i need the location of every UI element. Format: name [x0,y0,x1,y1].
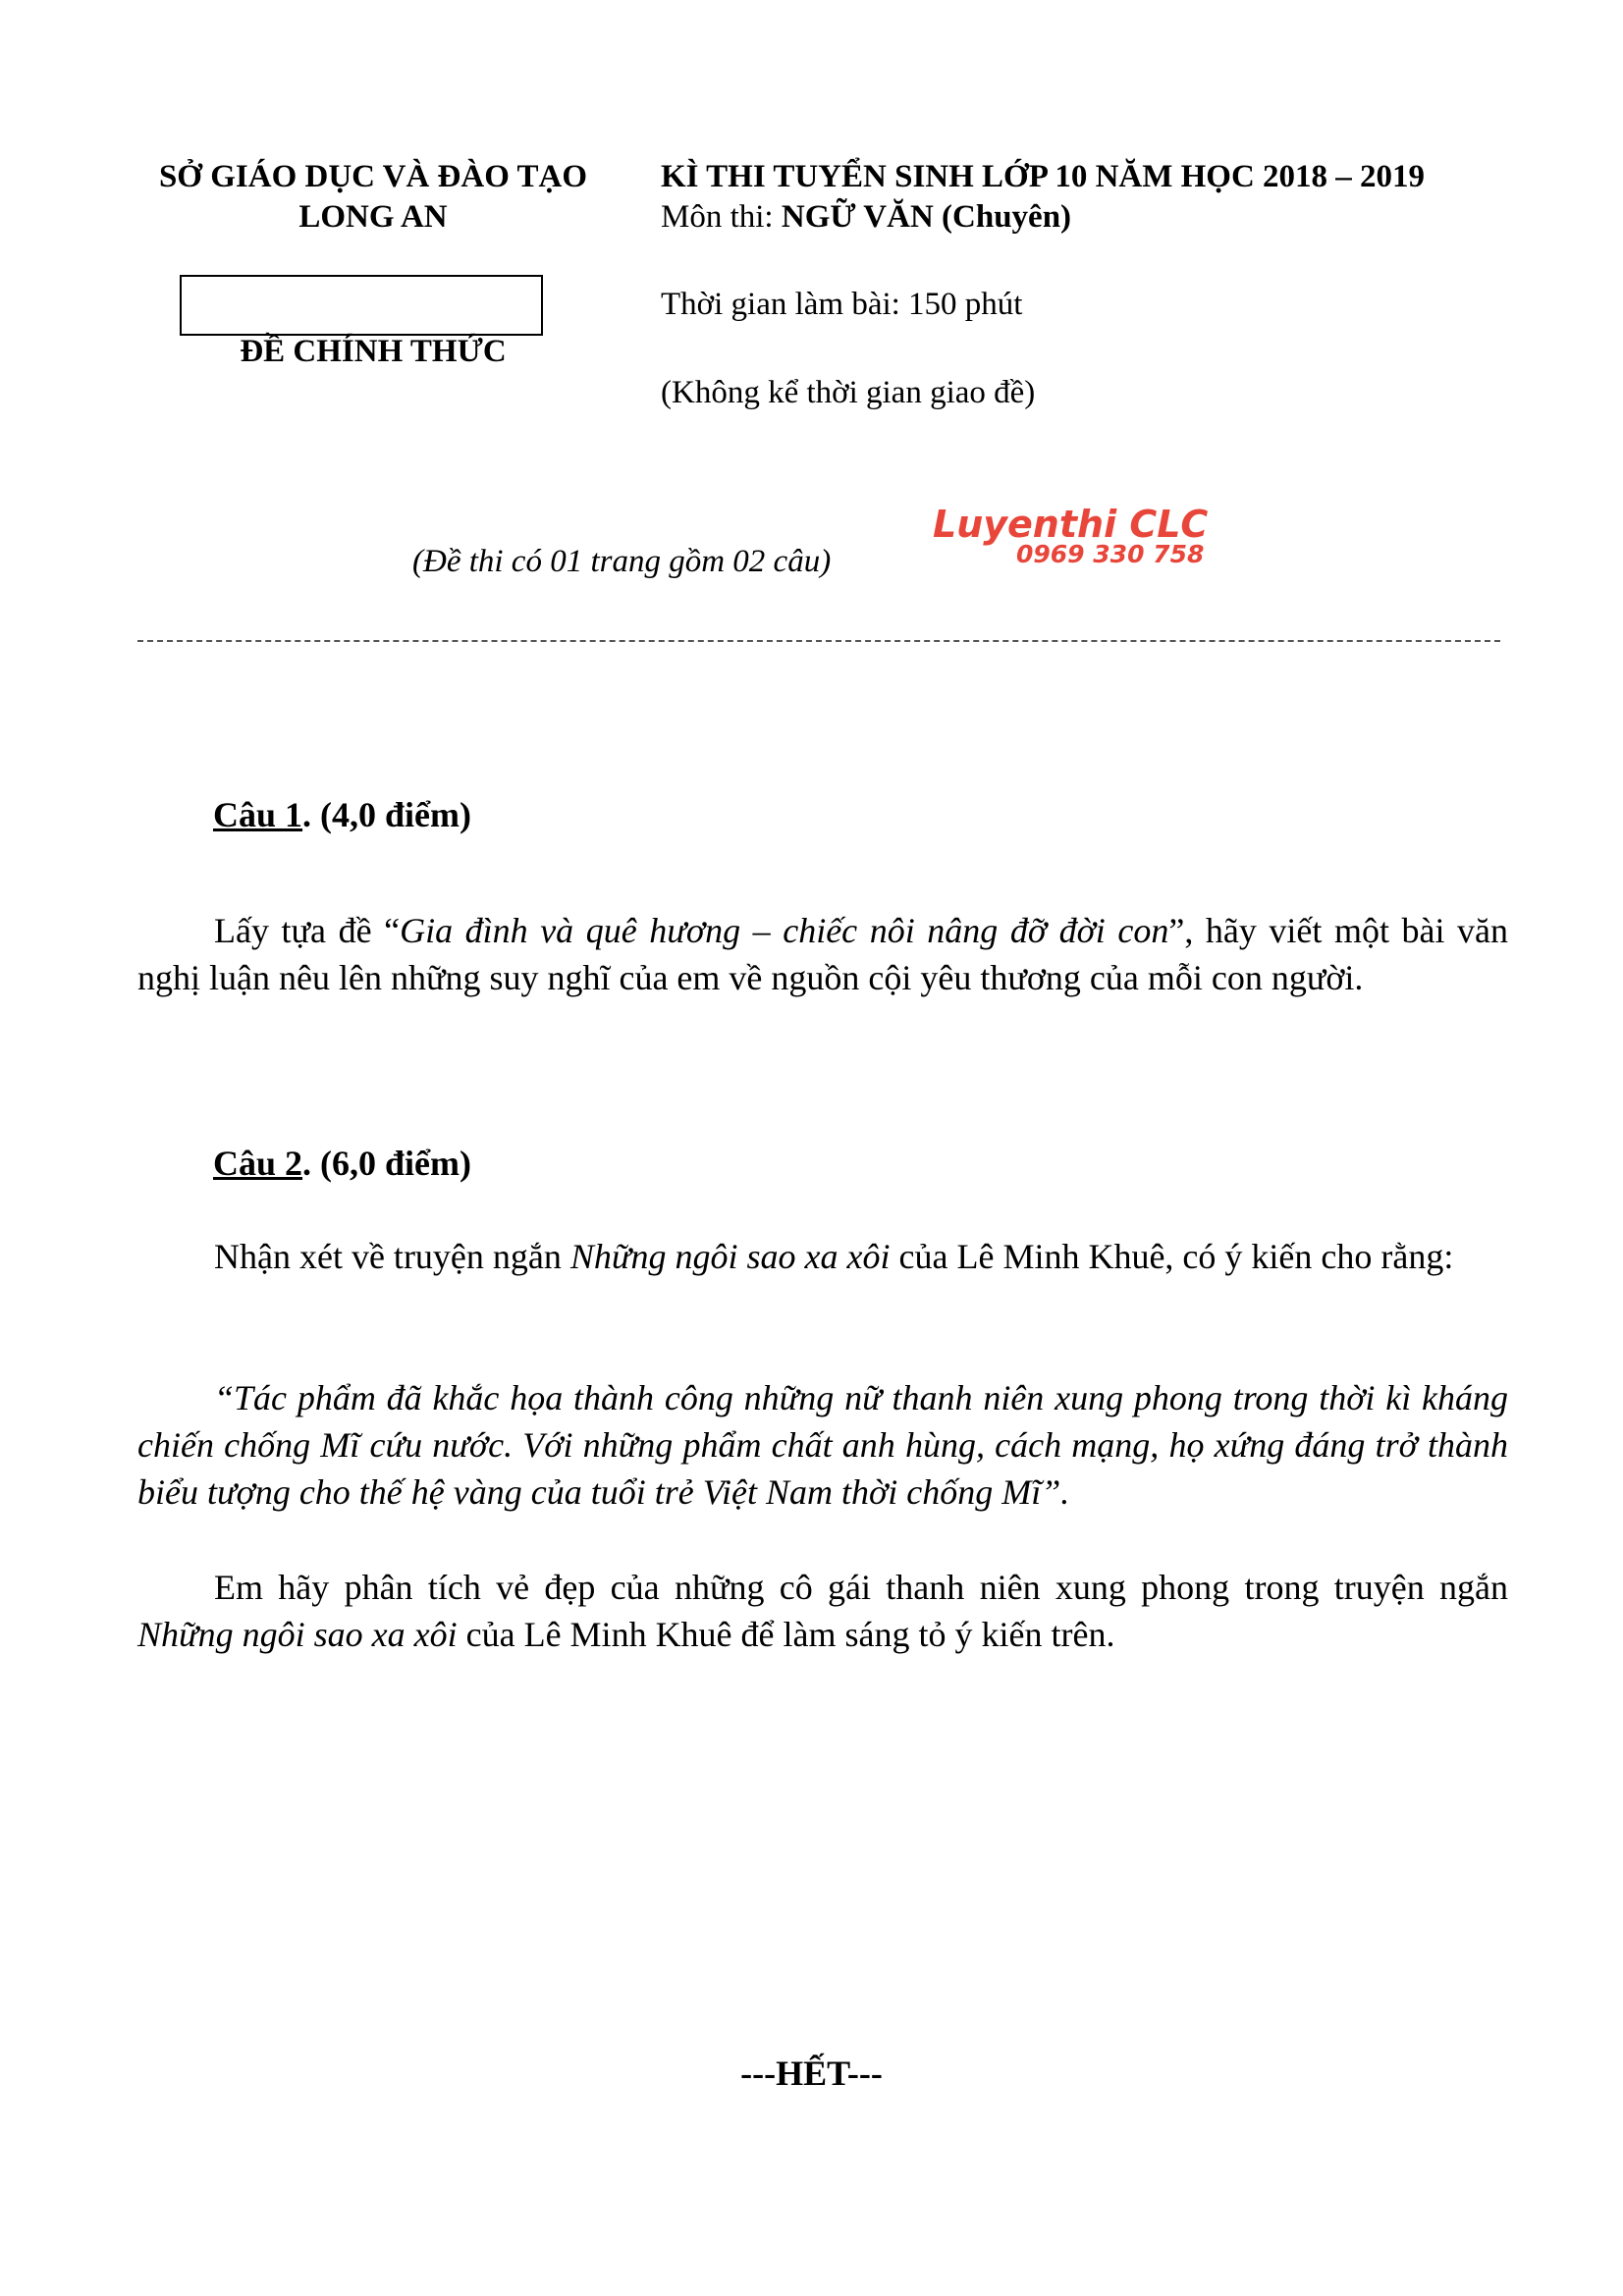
q2-task-work-title: Những ngôi sao xa xôi [137,1615,458,1654]
question-2-task [137,1564,1508,1658]
exam-title: KÌ THI TUYỂN SINH LỚP 10 NĂM HỌC 2018 – 2019 [661,159,1426,194]
q2-task-before: Em hãy phân tích vẻ đẹp của những cô gái thanh niên xung phong trong truyện ngắn [214,1568,1508,1607]
q2-text-before: Nhận xét về truyện ngắn [214,1237,570,1276]
official-stamp-box [180,275,543,336]
question-2-label: Câu 2 [213,1144,303,1183]
question-2-intro [137,1233,1508,1280]
department-province: LONG AN [298,199,448,235]
department-name: SỞ GIÁO DỤC VÀ ĐÀO TẠO [158,159,588,194]
q2-work-title: Những ngôi sao xa xôi [569,1237,891,1276]
duration-note: (Không kể thời gian giao đề) [661,375,1036,410]
subject-prefix: Môn thi: [661,199,782,235]
watermark-phone: 0969 330 758 [1016,540,1205,568]
official-label: ĐỀ CHÍNH THỨC [240,334,507,369]
watermark-brand: Luyenthi CLC [933,503,1209,546]
question-2-points: . (6,0 điểm) [302,1144,471,1183]
end-mark: ---HẾT--- [740,2054,883,2093]
q1-title-italic: Gia đình và quê hương – chiếc nôi nâng đỡ đời con [400,911,1169,950]
question-1-points: . (4,0 điểm) [302,795,471,834]
question-1-heading [213,793,471,836]
page-info: (Đề thi có 01 trang gồm 02 câu) [412,544,832,579]
q2-text-after: của Lê Minh Khuê, có ý kiến cho rằng: [890,1237,1454,1276]
exam-duration: Thời gian làm bài: 150 phút [661,287,1023,322]
section-divider [137,640,1500,642]
exam-subject [661,197,1071,238]
q1-text-before: Lấy tựa đề “ [214,911,401,950]
q1-text-after: ”, hãy viết một bài văn nghị luận nêu lên những suy nghĩ của em về nguồn cội yêu thương của mỗi con người. [137,911,1509,997]
question-2-heading [213,1142,471,1185]
question-1-label: Câu 1 [213,795,303,834]
q2-task-after: của Lê Minh Khuê để làm sáng tỏ ý kiến trên. [457,1615,1115,1654]
subject-name: NGỮ VĂN (Chuyên) [781,199,1072,235]
question-2-quote: “Tác phẩm đã khắc họa thành công những nữ thanh niên xung phong trong thời kì kháng chiến chống Mĩ cứu nước. Với những phẩm chất anh hùng, cách mạng, họ xứng đáng trở thành biểu tượng cho thế hệ vàng của tuổi trẻ Việt Nam thời chống Mĩ”. [137,1378,1508,1512]
question-1-prompt [137,907,1508,1001]
